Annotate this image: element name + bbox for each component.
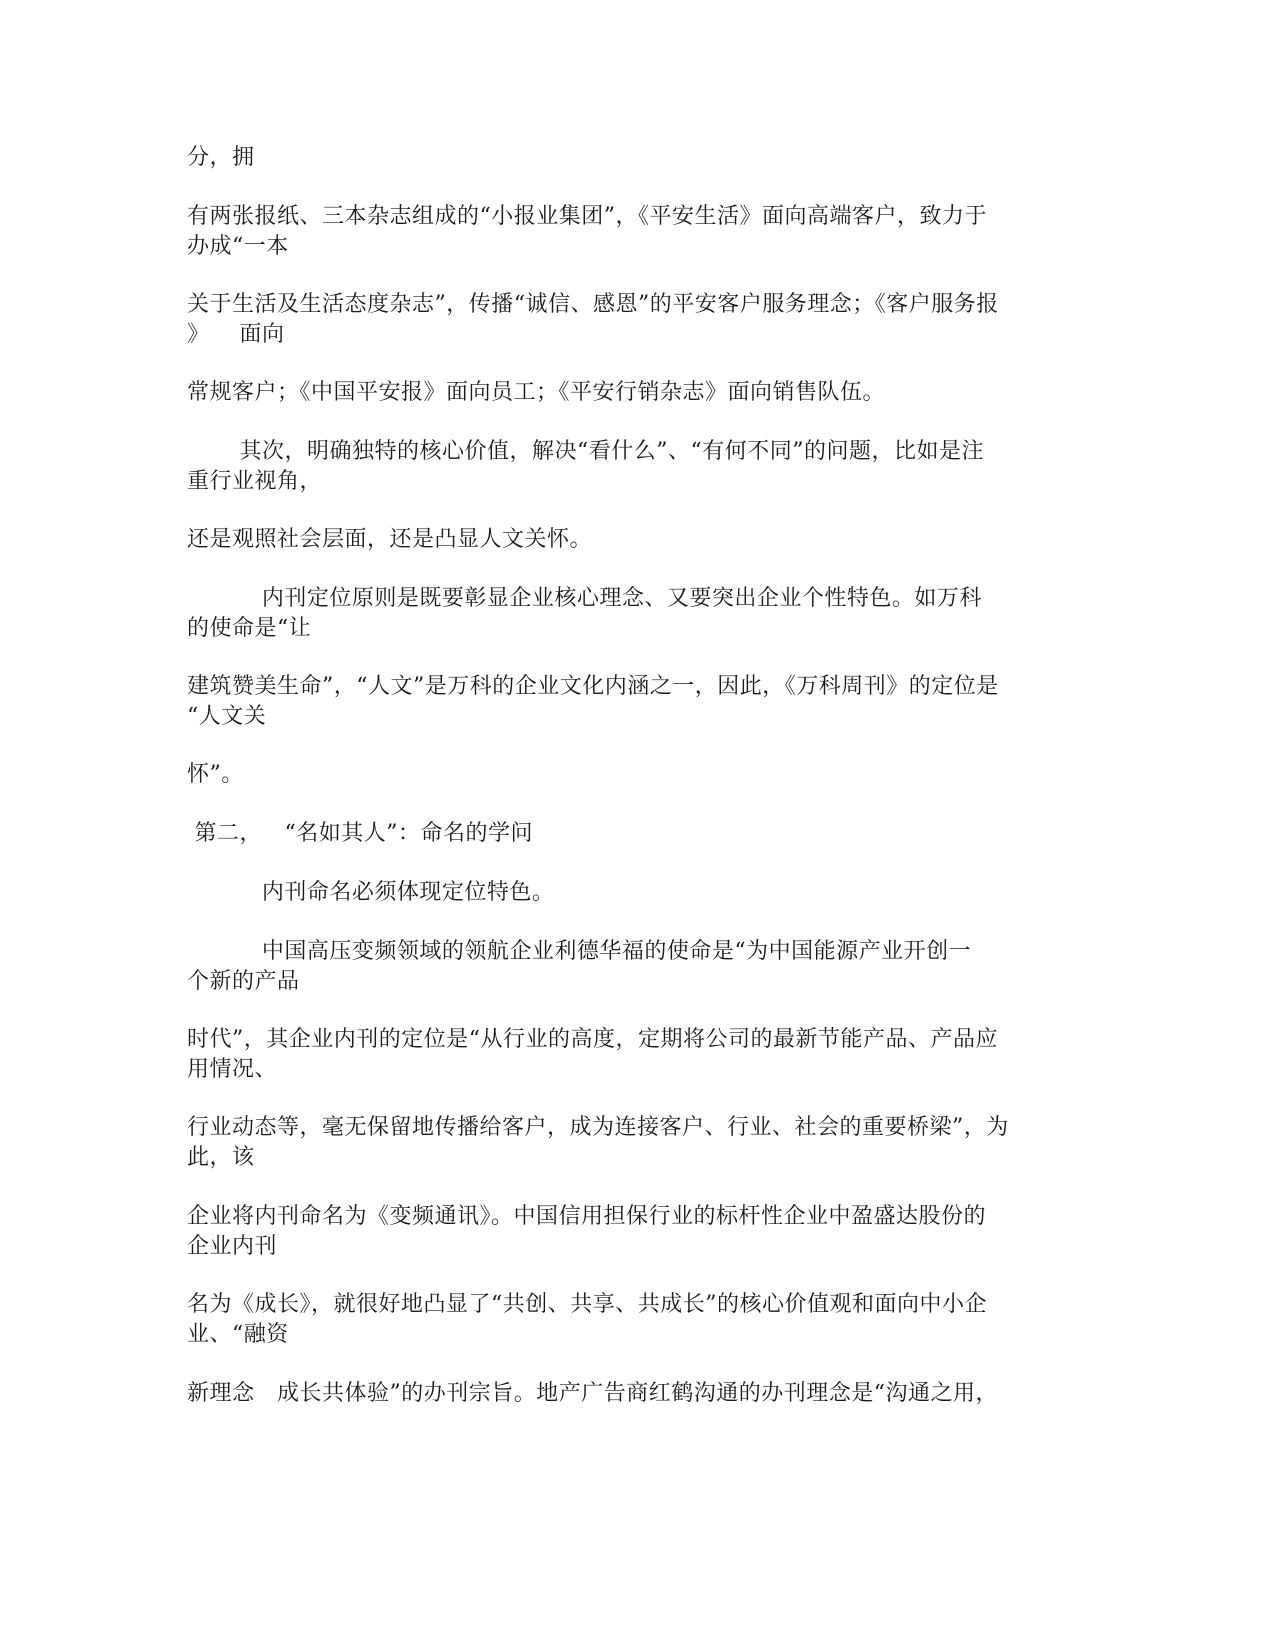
text-line: 关于生活及生活态度杂志”，传播“诚信、感恩”的平安客户服务理念；《客户服务报: [187, 292, 999, 317]
text-line: 行业动态等，毫无保留地传播给客户，成为连接客户、行业、社会的重要桥梁”，为: [187, 1115, 1009, 1140]
text-line: 的使命是“让: [187, 616, 312, 641]
text-line: 建筑赞美生命”，“人文”是万科的企业文化内涵之一，因此，《万科周刊》的定位是: [187, 674, 999, 699]
section-heading: 第二， “名如其人”：命名的学问: [187, 821, 533, 846]
text-line: 用情况、: [187, 1057, 278, 1082]
text-line: 此，该: [187, 1145, 255, 1170]
text-line: 业、“融资: [187, 1322, 289, 1347]
text-line: 》 面向: [187, 322, 285, 347]
text-line: 分，拥: [187, 145, 255, 170]
text-line: 常规客户；《中国平安报》面向员工；《平安行销杂志》面向销售队伍。: [187, 380, 886, 405]
text-line: 其次，明确独特的核心价值，解决“看什么”、“有何不同”的问题，比如是注: [187, 439, 984, 464]
text-line: 企业将内刊命名为《变频通讯》。中国信用担保行业的标杆性企业中盈盛达股份的: [187, 1204, 987, 1229]
text-line: 怀”。: [187, 762, 244, 787]
text-line: 还是观照社会层面，还是凸显人文关怀。: [187, 527, 593, 552]
text-line: 内刊定位原则是既要彰显企业核心理念、又要突出企业个性特色。如万科: [187, 586, 982, 611]
text-line: 新理念 成长共体验”的办刊宗旨。地产广告商红鹤沟通的办刊理念是“沟通之用，: [187, 1381, 998, 1406]
text-line: 中国高压变频领域的领航企业利德华福的使命是“为中国能源产业开创一: [187, 939, 972, 964]
text-line: 时代”，其企业内刊的定位是“从行业的高度，定期将公司的最新节能产品、产品应: [187, 1027, 998, 1052]
text-line: 个新的产品: [187, 969, 300, 994]
text-line: 企业内刊: [187, 1234, 278, 1259]
text-line: 内刊命名必须体现定位特色。: [187, 880, 555, 905]
text-line: “人文关: [187, 704, 267, 729]
text-line: 名为《成长》，就很好地凸显了“共创、共享、共成长”的核心价值观和面向中小企: [187, 1292, 987, 1317]
text-line: 重行业视角，: [187, 469, 323, 494]
text-line: 有两张报纸、三本杂志组成的“小报业集团”，《平安生活》面向高端客户，致力于: [187, 204, 987, 229]
text-line: 办成“一本: [187, 234, 289, 259]
